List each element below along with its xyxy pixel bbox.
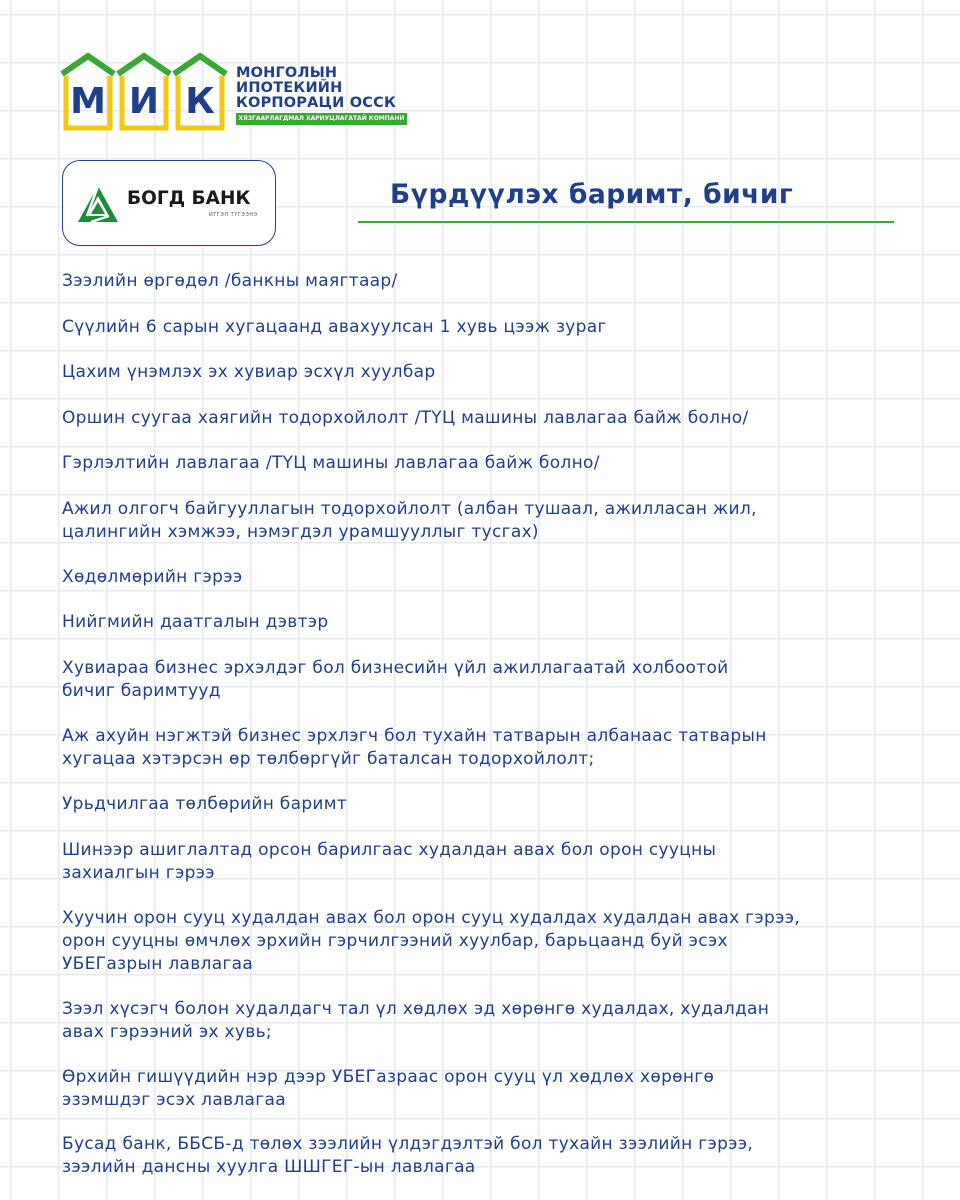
document-item: Хөдөлмөрийн гэрээ <box>62 567 243 587</box>
document-item: Хувиараа бизнес эрхэлдэг бол бизнесийн үйл ажиллагаатай холбоотой бичиг баримтууд <box>62 658 729 701</box>
mik-logo <box>60 52 420 132</box>
document-item: Зээлийн өргөдөл /банкны маягтаар/ <box>62 271 398 291</box>
document-item: Урьдчилгаа төлбөрийн баримт <box>62 794 348 814</box>
document-item: Ажил олгогч байгууллагын тодорхойлолт (албан тушаал, ажилласан жил, цалингийн хэмжээ, нэмэгдэл урамшууллыг тусгах) <box>62 499 757 542</box>
bogd-bank-triangle-icon <box>77 185 119 223</box>
document-item: Гэрлэлтийн лавлагаа /ТҮЦ машины лавлагаа байж болно/ <box>62 453 600 473</box>
document-item: Шинээр ашиглалтад орсон барилгаас худалдан авах бол орон сууцны захиалгын гэрээ <box>62 840 717 883</box>
document-item: Аж ахуйн нэгжтэй бизнес эрхлэгч бол тухайн татварын албанаас татварын хугацаа хэтэрсэн өр төлбөргүйг баталсан тодорхойлолт; <box>62 726 767 769</box>
mik-company-type: ХЯЗГААРЛАГДМАЛ ХАРИУЦЛАГАТАЙ КОМПАНИ <box>236 113 407 125</box>
document-item: Бусад банк, ББСБ-д төлөх зээлийн үлдэгдэлтэй бол тухайн зээлийн гэрээ, зээлийн дансны хуулга ШШГЕГ-ын лавлагаа <box>62 1134 754 1177</box>
bank-name: БОГД БАНК <box>127 188 251 209</box>
mik-name-line: ИПОТЕКИЙН <box>236 80 343 96</box>
document-item: Цахим үнэмлэх эх хувиар эсхүл хуулбар <box>62 362 436 382</box>
mik-letter-i: И <box>128 81 160 122</box>
bank-tagline: ИТГЭЛ ТҮГЭЭНЭ <box>209 212 258 218</box>
title-underline <box>358 221 894 223</box>
mik-name-line: КОРПОРАЦИ ОССК <box>236 95 397 111</box>
section-title: Бүрдүүлэх баримт, бичиг <box>390 179 794 210</box>
document-item: Нийгмийн даатгалын дэвтэр <box>62 612 329 632</box>
document-item: Зээл хүсэгч болон худалдагч тал үл хөдлөх эд хөрөнгө худалдах, худалдан авах гэрээний эх хувь; <box>62 999 770 1042</box>
document-item: Оршин суугаа хаягийн тодорхойлолт /ТҮЦ машины лавлагаа байж болно/ <box>62 408 749 428</box>
mik-company-name <box>236 66 396 111</box>
mik-letter-k: К <box>185 81 215 122</box>
mik-letter-m: М <box>70 81 106 122</box>
bogd-bank-card <box>62 160 276 246</box>
document-item: Сүүлийн 6 сарын хугацаанд авахуулсан 1 хувь цээж зураг <box>62 317 607 337</box>
document-item: Хуучин орон сууц худалдан авах бол орон сууц худалдах худалдан авах гэрээ, орон сууцны өмчлөх эрхийн гэрчилгээний хуулбар, барьцаанд буй эсэх УБЕГазрын лавлагаа <box>62 908 801 974</box>
document-item: Өрхийн гишүүдийн нэр дээр УБЕГазраас орон сууц үл хөдлөх хөрөнгө эзэмшдэг эсэх лавлагаа <box>62 1067 715 1110</box>
mik-name-line: МОНГОЛЫН <box>236 65 338 81</box>
